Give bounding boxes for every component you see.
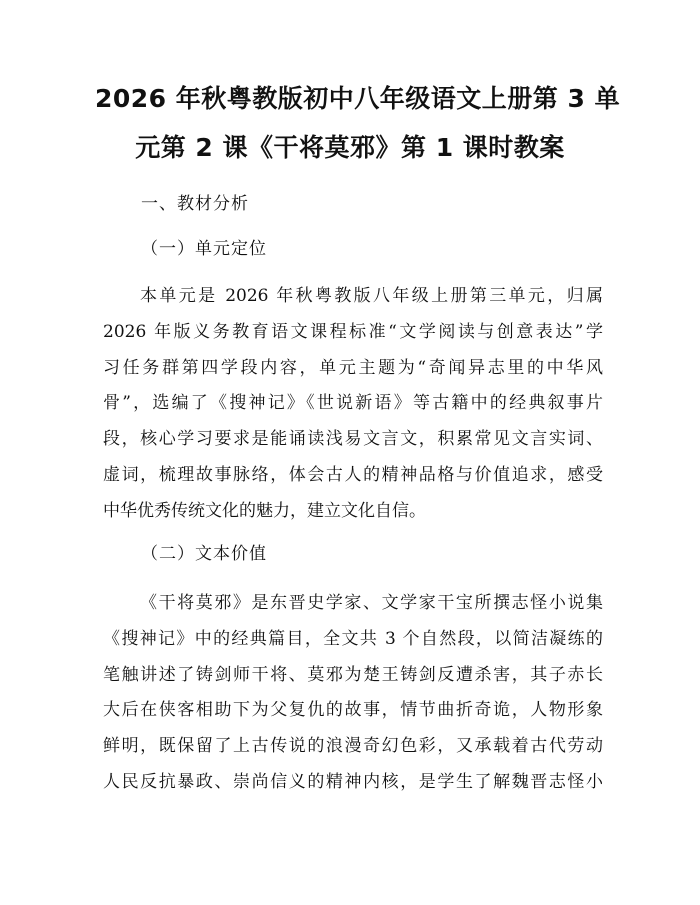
section-heading-teaching-material-analysis: 一、教材分析 xyxy=(141,194,249,214)
paragraph-line: 习任务群第四学段内容，单元主题为“奇闻异志里的中华风 xyxy=(103,357,603,378)
paragraph-unit-positioning xyxy=(103,279,603,530)
paragraph-line: 《搜神记》中的经典篇目，全文共 3 个自然段，以简洁凝练的 xyxy=(103,628,603,649)
paragraph-line: 人民反抗暴政、崇尚信义的精神内核，是学生了解魏晋志怪小 xyxy=(103,771,603,792)
paragraph-line: 虚词，梳理故事脉络，体会古人的精神品格与价值追求，感受 xyxy=(103,464,603,485)
paragraph-line: 2026 年版义务教育语文课程标准“文学阅读与创意表达”学 xyxy=(103,321,603,342)
subsection-heading-text-value: （二）文本价值 xyxy=(141,544,267,564)
paragraph-line: 笔触讲述了铸剑师干将、莫邪为楚王铸剑反遭杀害，其子赤长 xyxy=(103,664,603,685)
paragraph-line: 段，核心学习要求是能诵读浅易文言文，积累常见文言实词、 xyxy=(103,429,603,450)
document-title xyxy=(95,74,621,172)
title-line-2: 元第 2 课《干将莫邪》第 1 课时教案 xyxy=(135,133,565,162)
title-line-1: 2026 年秋粤教版初中八年级语文上册第 3 单 xyxy=(95,84,621,113)
subsection-heading-unit-positioning: （一）单元定位 xyxy=(141,239,267,259)
paragraph-text-value xyxy=(103,586,603,801)
paragraph-line: 骨”，选编了《搜神记》《世说新语》等古籍中的经典叙事片 xyxy=(103,393,603,414)
paragraph-line: 大后在侠客相助下为父复仇的故事，情节曲折奇诡，人物形象 xyxy=(103,700,603,721)
paragraph-line: 《干将莫邪》是东晋史学家、文学家干宝所撰志怪小说集 xyxy=(140,593,603,613)
paragraph-line: 鲜明，既保留了上古传说的浪漫奇幻色彩，又承载着古代劳动 xyxy=(103,736,603,757)
paragraph-line: 本单元是 2026 年秋粤教版八年级上册第三单元，归属 xyxy=(140,286,603,306)
paragraph-line: 中华优秀传统文化的魅力，建立文化自信。 xyxy=(103,500,426,521)
